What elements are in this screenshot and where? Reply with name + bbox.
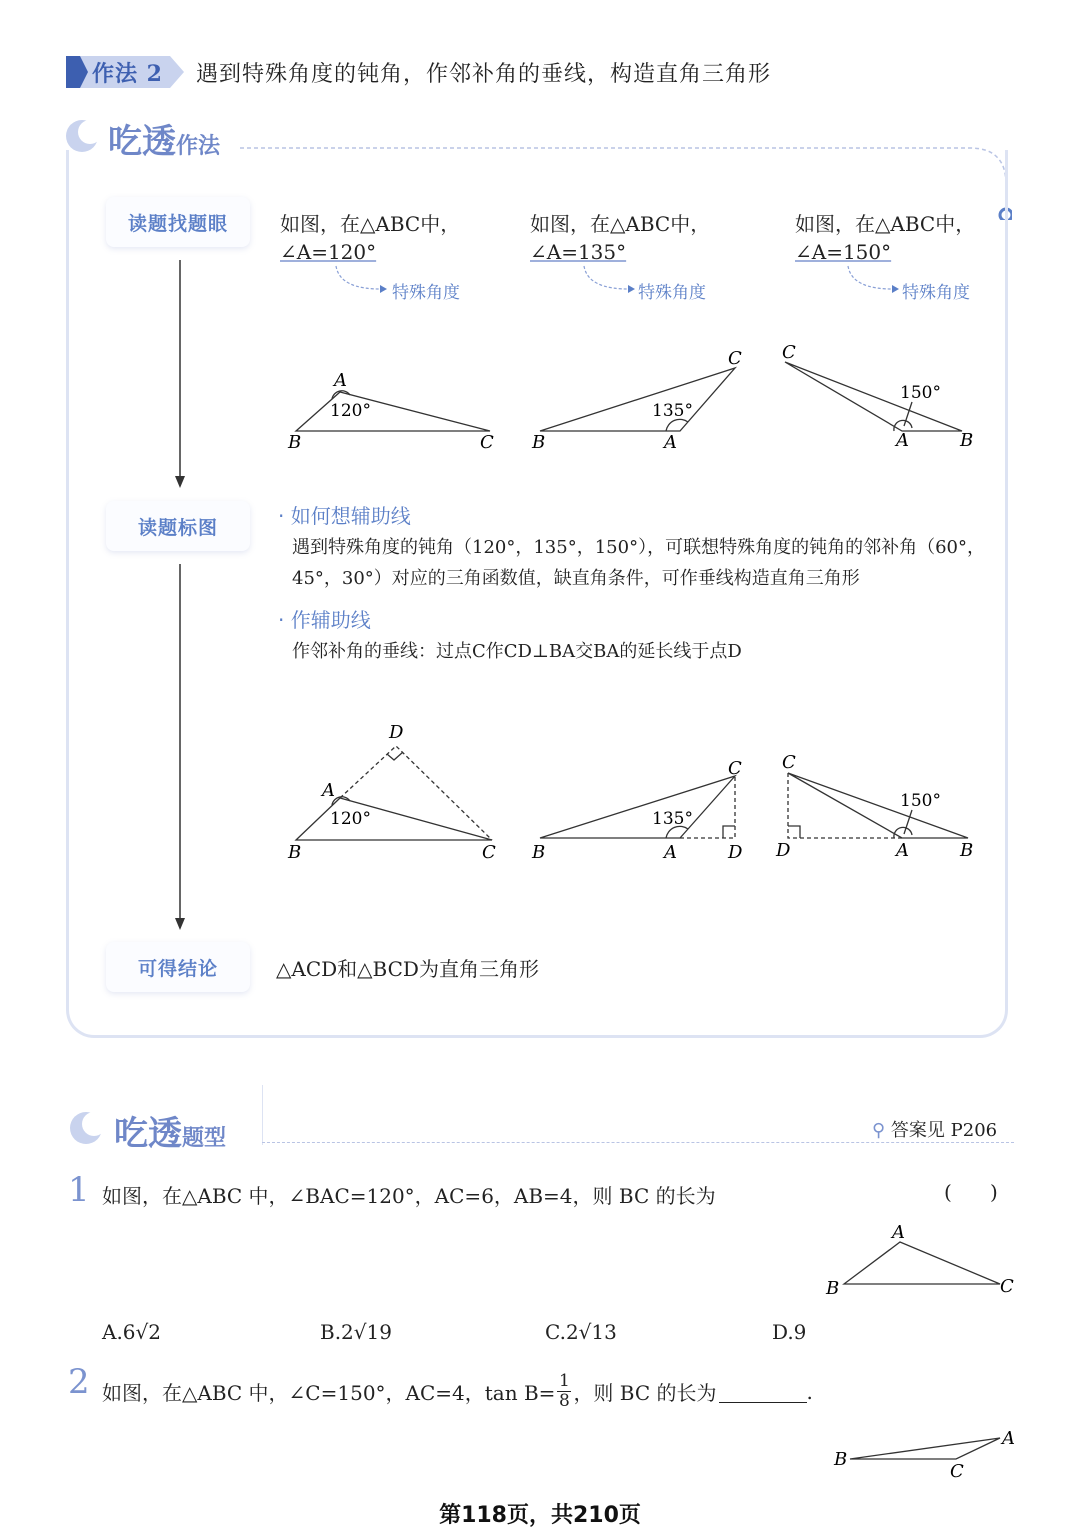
aux-triangle-135 [540,776,735,838]
answer-ref: ⚲ 答案见 P206 [872,1120,998,1141]
title-divider [262,1085,263,1145]
svg-text:C: C [782,342,796,363]
step-read-key: 读题找题眼 [106,197,250,247]
page-footer: 第118页，共210页 [439,1503,641,1528]
svg-text:A: A [892,1222,905,1243]
q2-figure [830,1425,1020,1481]
svg-text:C: C [950,1461,964,1481]
svg-text:B: B [288,842,302,863]
q1-option-c[interactable]: C.2√13 [545,1320,617,1344]
svg-text:C: C [728,348,742,369]
figures-row-2 [280,718,1000,868]
figures-row-1 [280,340,1000,460]
svg-text:C: C [782,752,796,773]
q1-figure [820,1218,1020,1302]
svg-text:135°: 135° [652,401,693,421]
flow-arrows [170,258,190,938]
svg-text:A: A [1002,1428,1015,1449]
method-title: 遇到特殊角度的钝角，作邻补角的垂线，构造直角三角形 [196,62,772,87]
svg-text:D: D [728,842,743,863]
svg-text:D: D [389,722,404,743]
svg-text:135°: 135° [652,809,693,829]
note-arrow-3 [842,262,902,296]
svg-text:150°: 150° [900,383,941,403]
svg-text:B: B [960,840,974,861]
step-conclusion: 可得结论 [106,942,250,992]
q1-answer-paren[interactable]: ( ) [944,1180,998,1204]
svg-text:A: A [896,430,909,451]
draw-heading: · 作辅助线 [278,608,371,632]
q1-number: 1 [68,1170,90,1210]
svg-text:A: A [896,840,909,861]
problem-1: 如图，在△ABC中， ∠A=120° [280,212,461,264]
section2-rule [262,1142,1014,1143]
how-text: 遇到特殊角度的钝角（120°，135°，150°），可联想特殊角度的钝角的邻补角（60°， 45°，30°）对应的三角函数值，缺直角条件，可作垂线构造直角三角形 [292,537,985,589]
triangle-135 [540,368,735,431]
q2-text: 如图，在△ABC 中，∠C=150°，AC=4，tan B= 1 8 ，则 BC 的长为 . [102,1371,813,1411]
q2-answer-blank[interactable] [719,1380,807,1403]
triangle-120 [296,391,490,431]
svg-text:A: A [664,842,677,863]
note-special-angle-1: 特殊角度 [392,283,460,303]
svg-text:150°: 150° [900,791,941,811]
draw-text: 作邻补角的垂线：过点C作CD⊥BA交BA的延长线于点D [292,641,742,662]
q1-option-a[interactable]: A.6√2 [102,1320,161,1344]
svg-text:B: B [532,842,546,863]
svg-text:A: A [334,370,347,391]
aux-triangle-150 [788,773,968,838]
svg-text:B: B [826,1278,840,1299]
q1-text: 如图，在△ABC 中，∠BAC=120°，AC=6，AB=4，则 BC 的长为 [102,1184,716,1208]
key-icon: ⚲ [872,1120,886,1141]
svg-text:C: C [482,842,496,863]
step-mark-figure: 读题标图 [106,501,250,551]
svg-text:120°: 120° [330,401,371,421]
problem-3: 如图，在△ABC中， ∠A=150° [795,212,976,264]
section-title-method: 吃透作法 [108,122,221,162]
svg-text:B: B [532,432,546,453]
svg-text:A: A [664,432,677,453]
moon-icon [64,118,104,154]
note-arrow-1 [330,262,390,296]
note-arrow-2 [578,262,638,296]
svg-text:D: D [776,840,791,861]
q1-option-b[interactable]: B.2√19 [320,1320,392,1344]
problem-2: 如图，在△ABC中， ∠A=135° [530,212,711,264]
svg-text:C: C [480,432,494,453]
note-special-angle-2: 特殊角度 [638,283,706,303]
svg-text:B: B [960,430,974,451]
conclusion-text: △ACD和△BCD为直角三角形 [276,957,539,981]
svg-text:C: C [728,758,742,779]
section-title-problems: 吃透题型 [114,1114,227,1154]
q2-number: 2 [68,1362,90,1402]
moon-icon-2 [68,1110,108,1146]
svg-text:B: B [288,432,302,453]
note-special-angle-3: 特殊角度 [902,283,970,303]
svg-text:B: B [834,1449,848,1470]
q1-option-d[interactable]: D.9 [772,1320,807,1344]
svg-text:120°: 120° [330,809,371,829]
svg-text:A: A [322,780,335,801]
how-heading: · 如何想辅助线 [278,504,411,528]
method-tag: 作法 2 [92,61,163,87]
svg-text:C: C [1000,1276,1014,1297]
